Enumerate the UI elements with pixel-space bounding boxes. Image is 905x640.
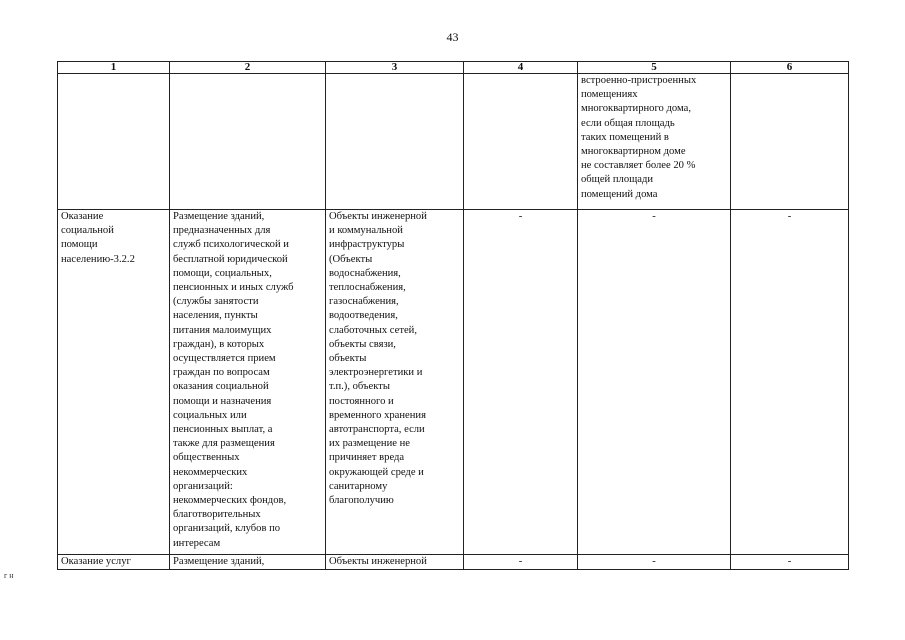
table-row-continuation (58, 74, 849, 210)
col-header-3: 3 (326, 62, 464, 74)
cell-dash: - (578, 210, 731, 555)
cell-dash: - (731, 210, 849, 555)
col-header-2: 2 (170, 62, 326, 74)
cell-empty (170, 74, 326, 210)
zoning-table (57, 61, 849, 570)
cell-empty (326, 74, 464, 210)
margin-mark: г н (4, 571, 14, 580)
cell-auxiliary-objects: Объекты инженерной (326, 555, 464, 570)
cell-dash: - (731, 555, 849, 570)
col-header-6: 6 (731, 62, 849, 74)
cell-dash: - (578, 555, 731, 570)
cell-empty (58, 74, 170, 210)
col-header-4: 4 (464, 62, 578, 74)
cell-dash: - (464, 210, 578, 555)
page-number: 43 (446, 30, 459, 44)
cell-use-description: Размещение зданий, предназначенных для служб психологической и бесплатной юридической помощи, социальных, пенсионных и иных служб (службы занятости населения, пункты питания малоимущих граждан), в которых осуществляется прием граждан по вопросам оказания социальной помощи и назначения социальных или пенсионных выплат, а также для размещения общественных некоммерческих организаций: некоммерческих фондов, благотворительных организаций, клубов по интересам (170, 210, 326, 555)
header-row (58, 62, 849, 74)
table-row-social-assistance (58, 210, 849, 555)
cell-use-type: Оказание услуг (58, 555, 170, 570)
col-header-5: 5 (578, 62, 731, 74)
cell-conditions-continued: встроенно-пристроенных помещениях многоквартирного дома, если общая площадь таких помещений в многоквартирном доме не составляет более 20 % общей площади помещений дома (578, 74, 731, 210)
cell-dash: - (464, 555, 578, 570)
cell-use-description: Размещение зданий, (170, 555, 326, 570)
cell-auxiliary-objects: Объекты инженерной и коммунальной инфраструктуры (Объекты водоснабжения, теплоснабжения, газоснабжения, водоотведения, слаботочных сетей, объекты связи, объекты электроэнергетики и т.п.), объекты постоянного и временного хранения автотранспорта, если их размещение не причиняет вреда окружающей среде и санитарному благополучию (326, 210, 464, 555)
col-header-1: 1 (58, 62, 170, 74)
cell-empty (464, 74, 578, 210)
table-row-services (58, 555, 849, 570)
cell-use-type: Оказание социальной помощи населению-3.2.2 (58, 210, 170, 555)
cell-empty (731, 74, 849, 210)
